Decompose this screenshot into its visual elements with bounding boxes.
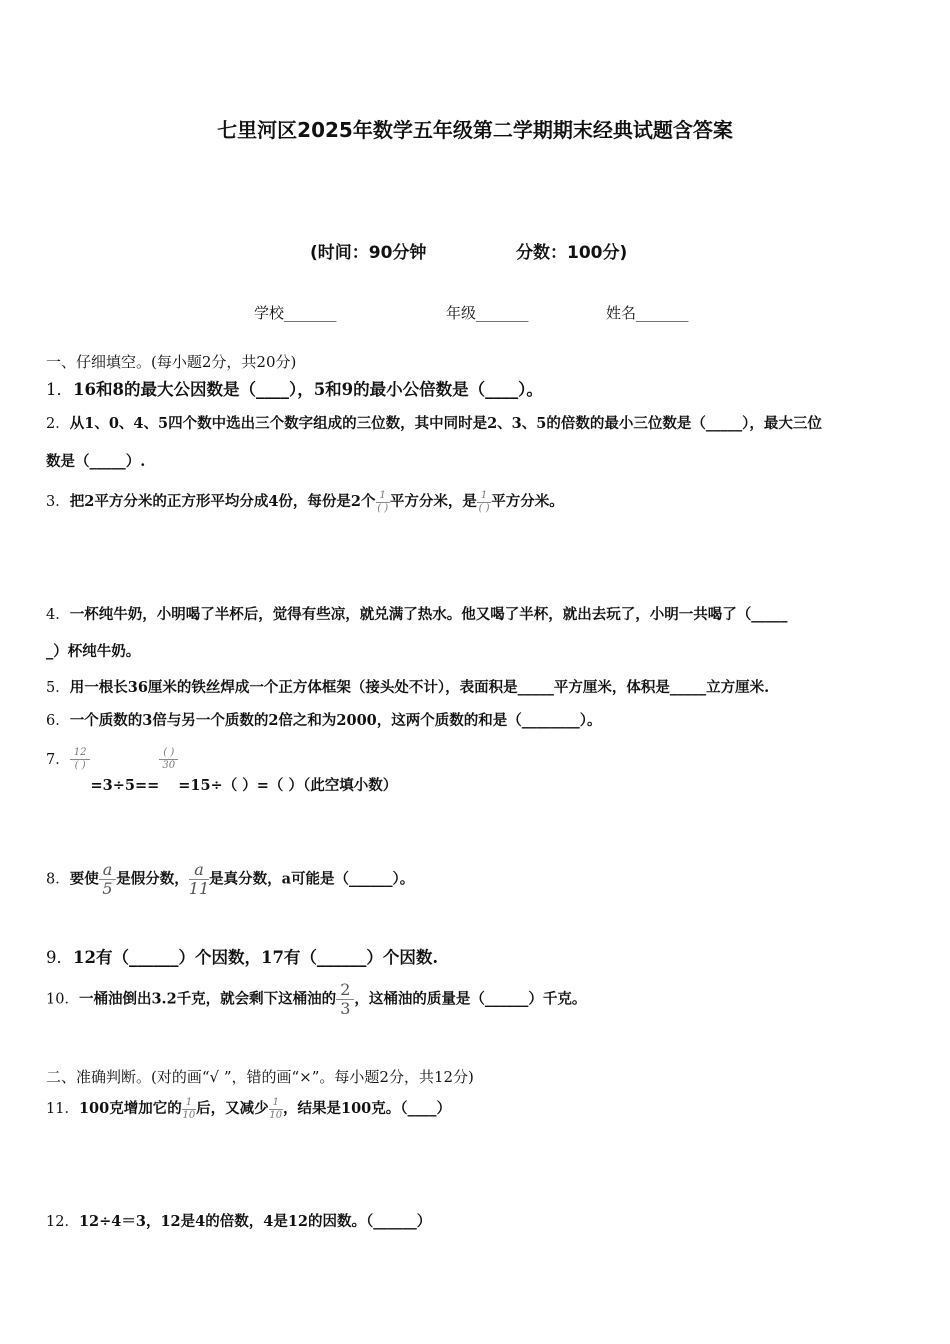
fraction: $\frac{1}{10}$ — [269, 1096, 283, 1121]
question-text: 一个质数的3倍与另一个质数的2倍之和为2000，这两个质数的和是（________）。 — [69, 712, 602, 729]
question-text: 把2平方分米的正方形平均分成4份，每份是2个 — [69, 493, 376, 510]
question-number: 2． — [46, 416, 70, 432]
section-1-heading: 一、仔细填空。(每小题2分，共20分) — [46, 353, 297, 371]
fraction: $\frac{2}{3}$ — [336, 982, 354, 1017]
question-text: 平方分米。 — [491, 493, 564, 510]
question-text: 后，又减少 — [196, 1100, 269, 1117]
question-text: 从1、0、4、5四个数中选出三个数字组成的三位数，其中同时是2、3、5的倍数的最小三位数是（_____），最大三位 — [69, 415, 822, 432]
question-4-continued: _）杯纯牛奶。 — [46, 643, 141, 660]
question-2 — [46, 412, 822, 433]
question-number: 5． — [46, 680, 70, 696]
fraction: $\frac{1}{( )}$ — [377, 489, 389, 514]
question-number: 7． — [46, 752, 70, 768]
school-field: 学校_______ — [254, 304, 337, 322]
question-text: =3÷5== — [90, 777, 160, 794]
question-text: 用一根长36厘米的铁丝焊成一个正方体框架（接头处不计），表面积是_____平方厘米，体积是_____立方厘米. — [69, 679, 770, 696]
question-text: 是真分数，a可能是（______）。 — [209, 870, 415, 888]
question-text: 12÷4＝3，12是4的倍数，4是12的因数。（______） — [78, 1213, 432, 1230]
question-number: 4． — [46, 607, 70, 623]
fraction: $\frac{12}{( )}$ — [70, 748, 91, 771]
question-12 — [46, 1210, 431, 1231]
question-7 — [46, 747, 398, 794]
question-11 — [46, 1097, 451, 1121]
fraction: $\frac{( )}{30}$ — [159, 748, 178, 771]
question-number: 12． — [46, 1214, 79, 1230]
question-1 — [46, 376, 543, 400]
fraction: $\frac{1}{10}$ — [182, 1096, 196, 1121]
question-10 — [46, 982, 586, 1017]
question-3 — [46, 490, 564, 514]
name-field: 姓名_______ — [606, 304, 689, 322]
question-number: 8． — [46, 871, 70, 888]
question-text: 一桶油倒出3.2千克，就会剩下这桶油的 — [78, 990, 337, 1008]
section-2-heading: 二、准确判断。(对的画“√ ”，错的画“×”。每小题2分，共12分) — [46, 1068, 474, 1086]
question-text: ，这桶油的质量是（______）千克。 — [354, 990, 587, 1008]
question-text: 平方分米，是 — [389, 493, 477, 510]
question-2-continued: 数是（_____）. — [46, 453, 146, 470]
question-text: 12有（______）个因数，17有（______）个因数. — [73, 948, 439, 967]
question-5 — [46, 676, 769, 697]
time-label: (时间：90分钟 — [310, 243, 427, 263]
question-number: 11． — [46, 1101, 79, 1117]
question-text: 100克增加它的 — [78, 1100, 182, 1117]
question-text: 一杯纯牛奶，小明喝了半杯后，觉得有些凉，就兑满了热水。他又喝了半杯，就出去玩了，小明一共喝了（_____ — [69, 606, 788, 623]
page-title: 七里河区2025年数学五年级第二学期期末经典试题含答案 — [217, 118, 733, 142]
question-number: 3． — [46, 494, 70, 510]
question-number: 9． — [46, 948, 73, 967]
question-text: 16和8的最大公因数是（____），5和9的最小公倍数是（____）。 — [73, 380, 543, 399]
question-text: 要使 — [69, 870, 99, 888]
grade-field: 年级_______ — [446, 304, 529, 322]
question-4 — [46, 603, 787, 624]
fraction: $\frac{a}{5}$ — [99, 862, 117, 897]
question-text: 是假分数， — [116, 870, 189, 888]
question-text: ，结果是100克。（____） — [282, 1100, 452, 1117]
score-label: 分数：100分) — [516, 243, 628, 263]
question-number: 10． — [46, 991, 79, 1008]
question-number: 6． — [46, 713, 70, 729]
question-8 — [46, 862, 414, 897]
fraction: $\frac{1}{( )}$ — [478, 489, 490, 514]
question-text: =15÷（ ）=（ ）（此空填小数） — [178, 777, 398, 794]
fraction: $\frac{a}{11}$ — [188, 860, 210, 898]
question-number: 1． — [46, 380, 73, 399]
question-9 — [46, 944, 438, 968]
question-6 — [46, 709, 602, 730]
